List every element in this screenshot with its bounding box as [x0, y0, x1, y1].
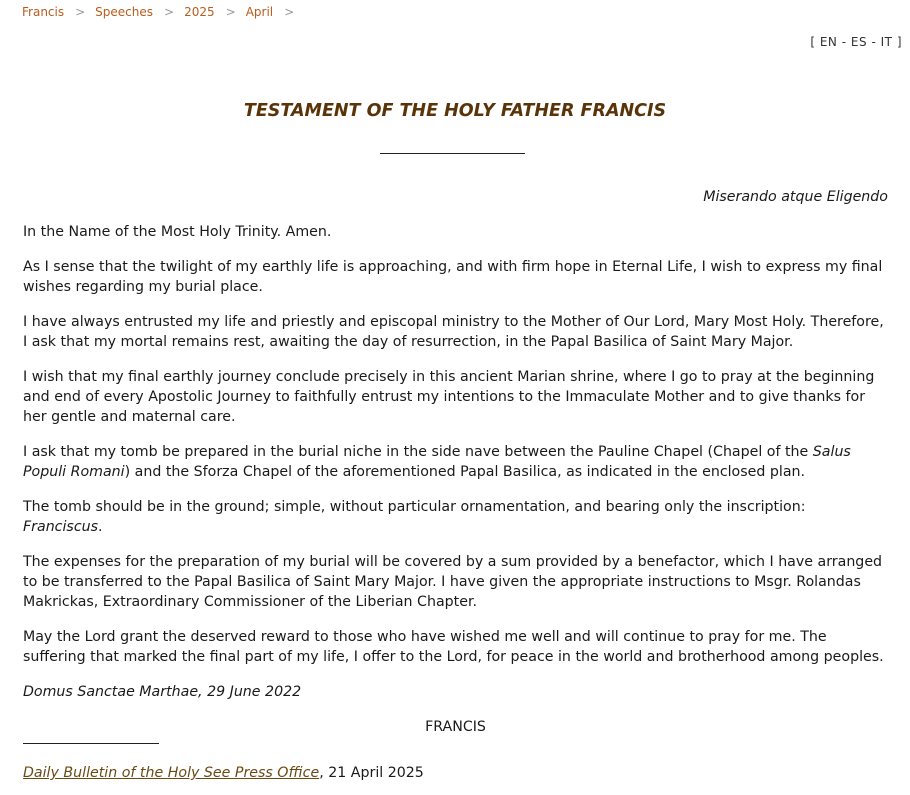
inscription-franciscus: Franciscus — [23, 519, 98, 535]
signature: FRANCIS — [425, 719, 486, 735]
breadcrumb-separator: > — [164, 5, 175, 19]
document-body — [23, 187, 888, 752]
breadcrumb-separator: > — [75, 5, 86, 19]
salus-populi-romani-text: Salus Populi Romani — [23, 444, 851, 480]
breadcrumb-separator: > — [225, 5, 236, 19]
breadcrumb-separator: > — [284, 5, 295, 19]
paragraph-final-wishes: As I sense that the twilight of my earthly life is approaching, and with firm hope in Eternal Life, I wish to express my final wishes regarding my burial place. — [23, 259, 883, 295]
title-divider — [380, 153, 525, 154]
document-title: TESTAMENT OF THE HOLY FATHER FRANCIS — [243, 101, 667, 121]
paragraph-tomb-location — [23, 442, 888, 482]
language-separator: - — [871, 35, 877, 49]
language-separator: - — [841, 35, 847, 49]
breadcrumb-item-2025[interactable]: 2025 — [184, 5, 215, 19]
tomb-location-text: I ask that my tomb be prepared in the burial niche in the side nave between the Pauline Chapel (Chapel of the — [23, 444, 813, 460]
paragraph-inscription — [23, 497, 888, 537]
inscription-text: The tomb should be in the ground; simple, without particular ornamentation, and bearing only the inscription: — [23, 499, 806, 515]
paragraph-closing-prayer: May the Lord grant the deserved reward to those who have wished me well and will continue to pray for me. The suffering that marked the final part of my life, I offer to the Lord, for peace in the world and brotherhood among peoples. — [23, 629, 884, 665]
language-switcher — [810, 34, 902, 50]
breadcrumb-item-francis[interactable]: Francis — [22, 5, 65, 19]
breadcrumb-item-speeches[interactable]: Speeches — [95, 5, 154, 19]
paragraph-invocation: In the Name of the Most Holy Trinity. Amen. — [23, 224, 332, 240]
source-date: , 21 April 2025 — [319, 765, 424, 781]
language-link-en[interactable]: EN — [819, 35, 838, 49]
paragraph-marian-shrine: I wish that my final earthly journey conclude precisely in this ancient Marian shrine, where I go to pray at the beginning and end of every Apostolic Journey to faithfully entrust my intentions to the Immaculate Mother and to give thanks for her gentle and maternal care. — [23, 369, 875, 425]
place-and-date: Domus Sanctae Marthae, 29 June 2022 — [23, 684, 302, 700]
paragraph-expenses: The expenses for the preparation of my burial will be covered by a sum provided by a benefactor, which I have arranged to be transferred to the Papal Basilica of Saint Mary Major. I have given the appropriate instructions to Msgr. Rolandas Makrickas, Extraordinary Commissioner of the Liberian Chapter. — [23, 554, 883, 610]
tomb-location-text-end: ) and the Sforza Chapel of the aforementioned Papal Basilica, as indicated in the enclosed plan. — [124, 464, 806, 480]
breadcrumb — [22, 4, 304, 20]
language-bracket-close: ] — [896, 35, 902, 49]
breadcrumb-item-april[interactable]: April — [245, 5, 274, 19]
language-link-es[interactable]: ES — [850, 35, 868, 49]
source-citation — [23, 763, 424, 783]
paragraph-burial-place: I have always entrusted my life and priestly and episcopal ministry to the Mother of Our Lord, Mary Most Holy. Therefore, I ask that my mortal remains rest, awaiting the day of resurrection, in the Papal Basilica of Saint Mary Major. — [23, 314, 884, 350]
episcopal-motto: Miserando atque Eligendo — [703, 189, 888, 205]
language-link-it[interactable]: IT — [880, 35, 893, 49]
footer-divider — [23, 743, 159, 744]
press-office-bulletin-link[interactable]: Daily Bulletin of the Holy See Press Office — [23, 765, 320, 781]
inscription-text-end: . — [98, 519, 103, 535]
language-bracket-open: [ — [810, 35, 816, 49]
